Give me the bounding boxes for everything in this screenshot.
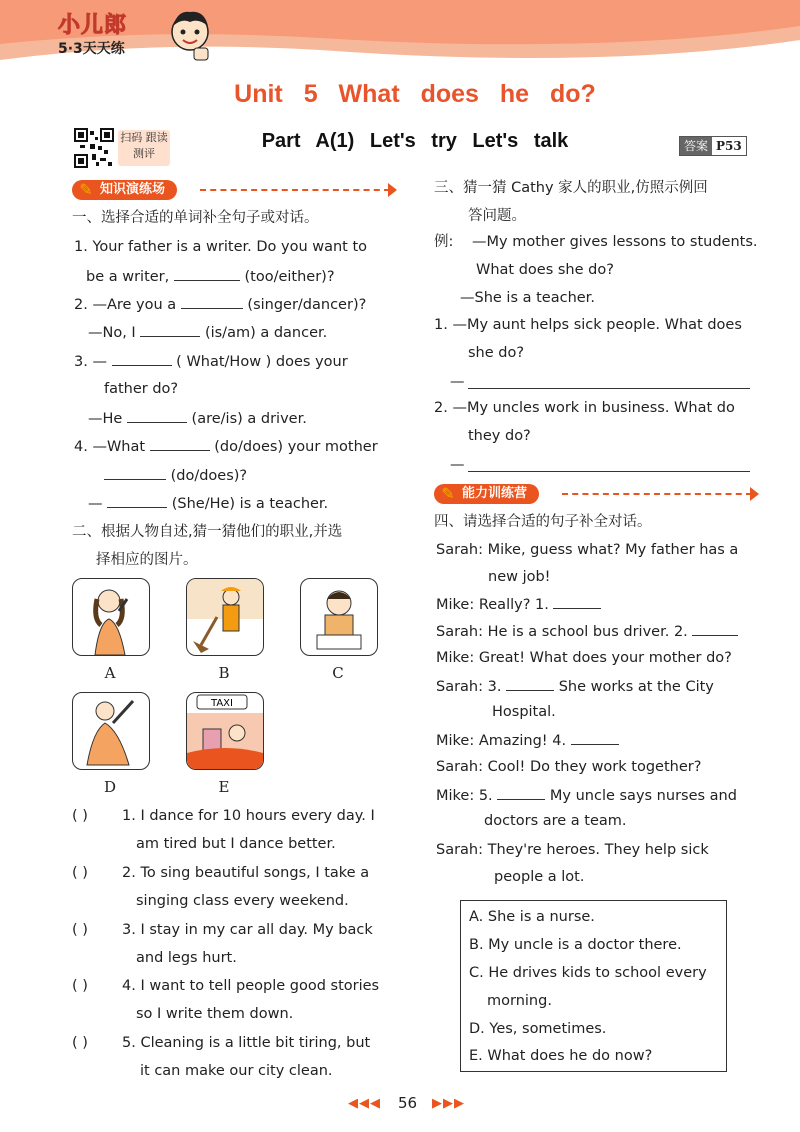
q1-line1: 1. Your father is a writer. Do you want to <box>74 239 368 255</box>
example-line1: —My mother gives lessons to students. <box>472 234 758 250</box>
answer-label: 答案 <box>680 137 712 155</box>
section-banner-ability <box>434 484 764 504</box>
dialog-5-post: She works at the City <box>558 679 714 695</box>
part-title: Part A(1) Let's try Let's talk <box>261 130 569 152</box>
dialog-7: Sarah: Cool! Do they work together? <box>436 759 702 775</box>
item-2-paren[interactable]: ( ) <box>72 865 88 881</box>
q3c-blank[interactable] <box>127 408 187 423</box>
q4b-options: (do/does)? <box>170 468 248 484</box>
blank-1[interactable] <box>553 594 601 609</box>
q2-options: (singer/dancer)? <box>247 297 367 313</box>
brand-subtitle: 5·3天天练 <box>58 41 125 57</box>
q3-line1 <box>74 351 348 372</box>
blank-4[interactable] <box>571 730 619 745</box>
dialog-3 <box>436 621 738 642</box>
q3-line2: father do? <box>104 381 179 397</box>
scan-label: 扫码 跟读测评 <box>118 130 170 166</box>
example-line2: What does she do? <box>476 262 614 278</box>
q4-line3 <box>88 493 328 514</box>
q3c-text: —He <box>88 411 123 427</box>
dialog-5-pre: Sarah: 3. <box>436 679 502 695</box>
dialog-1: Sarah: Mike, guess what? My father has a <box>436 542 739 558</box>
r1-line2: she do? <box>468 345 525 361</box>
item-4-line2: so I write them down. <box>136 1006 294 1022</box>
option-c-cont: morning. <box>487 993 552 1009</box>
r2-line2: they do? <box>468 428 531 444</box>
options-box <box>460 900 727 1072</box>
r2-answer-line[interactable] <box>468 471 750 472</box>
r1-line1: 1. —My aunt helps sick people. What does <box>434 317 742 333</box>
q4c-text: — <box>88 496 103 512</box>
banner-label-2: 能力训练营 <box>434 484 539 504</box>
dialog-8-cont: doctors are a team. <box>484 813 627 829</box>
item-1-line2: am tired but I dance better. <box>136 836 336 852</box>
taxi-sign: TAXI <box>211 698 233 709</box>
banner-label: 知识演练场 <box>72 180 177 200</box>
q3-line3 <box>88 408 307 429</box>
q4c-blank[interactable] <box>107 493 167 508</box>
item-5-line2: it can make our city clean. <box>140 1063 333 1079</box>
item-5-paren[interactable]: ( ) <box>72 1035 88 1051</box>
picture-c-label: C <box>332 664 344 682</box>
dialog-2-text: Mike: Really? 1. <box>436 597 549 613</box>
example-line3: —She is a teacher. <box>460 290 595 306</box>
q4-line1 <box>74 436 378 457</box>
mascot-icon <box>168 8 214 64</box>
example-label: 例: <box>434 234 454 250</box>
q3-options: ( What/How ) does your <box>176 354 348 370</box>
item-1-line1: 1. I dance for 10 hours every day. I <box>122 808 375 824</box>
r2-line1: 2. —My uncles work in business. What do <box>434 400 735 416</box>
picture-a-singer <box>72 578 150 656</box>
dialog-1-cont: new job! <box>488 569 551 585</box>
picture-e-label: E <box>218 778 230 796</box>
q4-text: 4. —What <box>74 439 146 455</box>
dialog-4: Mike: Great! What does your mother do? <box>436 650 732 666</box>
q3-text: 3. — <box>74 354 107 370</box>
item-3-line2: and legs hurt. <box>136 950 237 966</box>
blank-3[interactable] <box>506 676 554 691</box>
picture-a-label: A <box>104 664 116 682</box>
item-2-line1: 2. To sing beautiful songs, I take a <box>122 865 370 881</box>
dialog-9: Sarah: They're heroes. They help sick <box>436 842 709 858</box>
dialog-3-text: Sarah: He is a school bus driver. 2. <box>436 624 688 640</box>
dialog-6 <box>436 730 619 751</box>
dialog-5 <box>436 676 714 697</box>
book-icon: ✎ <box>79 180 93 199</box>
brand-name: 小儿郎 <box>58 13 128 38</box>
q4c-options: (She/He) is a teacher. <box>171 496 329 512</box>
prev-arrows-icon: ◀◀◀ <box>348 1096 381 1111</box>
option-e: E. What does he do now? <box>469 1048 653 1064</box>
q2-blank[interactable] <box>181 294 243 309</box>
next-arrows-icon: ▶▶▶ <box>432 1096 465 1111</box>
page-number: 56 <box>398 1094 418 1112</box>
q1-options: (too/either)? <box>244 269 335 285</box>
q4-line2 <box>104 465 247 486</box>
item-1-paren[interactable]: ( ) <box>72 808 88 824</box>
picture-b-label: B <box>218 664 230 682</box>
item-3-line1: 3. I stay in my car all day. My back <box>122 922 373 938</box>
dialog-8-pre: Mike: 5. <box>436 788 493 804</box>
section-banner-knowledge <box>72 180 402 200</box>
answer-reference <box>679 136 747 156</box>
section-3-title-cont: 答问题。 <box>468 208 526 224</box>
item-5-line1: 5. Cleaning is a little bit tiring, but <box>122 1035 371 1051</box>
pencil-icon: ✎ <box>441 484 455 503</box>
q4b-blank[interactable] <box>104 465 166 480</box>
picture-d-label: D <box>103 778 117 796</box>
dialog-8 <box>436 785 737 806</box>
q2b-blank[interactable] <box>140 322 200 337</box>
q2b-text: —No, I <box>88 325 136 341</box>
q1-blank[interactable] <box>174 266 240 281</box>
section-2-title: 二、根据人物自述,猜一猜他们的职业,并选 <box>72 524 343 540</box>
dialog-5-cont: Hospital. <box>492 704 556 720</box>
picture-e-driver <box>186 692 264 770</box>
option-a: A. She is a nurse. <box>469 909 595 925</box>
q3c-options: (are/is) a driver. <box>191 411 307 427</box>
item-2-line2: singing class every weekend. <box>136 893 349 909</box>
r1-dash: — <box>450 374 465 390</box>
item-4-paren[interactable]: ( ) <box>72 978 88 994</box>
blank-5[interactable] <box>497 785 545 800</box>
picture-b-cleaner <box>186 578 264 656</box>
q4-options: (do/does) your mother <box>214 439 378 455</box>
q2-text: 2. —Are you a <box>74 297 177 313</box>
blank-2[interactable] <box>692 621 738 636</box>
picture-d-dancer <box>72 692 150 770</box>
dialog-6-text: Mike: Amazing! 4. <box>436 733 567 749</box>
option-b: B. My uncle is a doctor there. <box>469 937 682 953</box>
q1-text: be a writer, <box>86 269 170 285</box>
option-c: C. He drives kids to school every <box>469 965 707 981</box>
page-footer <box>0 1092 800 1122</box>
q2-line1 <box>74 294 366 315</box>
section-2-title-cont: 择相应的图片。 <box>96 552 198 568</box>
dialog-2 <box>436 594 601 615</box>
answer-page: P53 <box>716 139 742 153</box>
q1-line2 <box>86 266 335 287</box>
section-4-title: 四、请选择合适的句子补全对话。 <box>434 514 652 530</box>
r1-answer-line[interactable] <box>468 388 750 389</box>
q2b-options: (is/am) a dancer. <box>204 325 328 341</box>
r2-dash: — <box>450 457 465 473</box>
dialog-9-cont: people a lot. <box>494 869 585 885</box>
unit-title: Unit 5 What does he do? <box>234 80 596 108</box>
q2-line2 <box>88 322 327 343</box>
dialog-8-post: My uncle says nurses and <box>549 788 737 804</box>
picture-c-writer <box>300 578 378 656</box>
option-d: D. Yes, sometimes. <box>469 1021 607 1037</box>
arrow-icon-2 <box>750 487 759 501</box>
item-4-line1: 4. I want to tell people good stories <box>122 978 380 994</box>
item-3-paren[interactable]: ( ) <box>72 922 88 938</box>
section-1-title: 一、选择合适的单词补全句子或对话。 <box>72 210 319 226</box>
q4-blank[interactable] <box>150 436 210 451</box>
section-3-title: 三、猜一猜 Cathy 家人的职业,仿照示例回 <box>434 180 708 196</box>
q3-blank[interactable] <box>112 351 172 366</box>
arrow-icon <box>388 183 397 197</box>
